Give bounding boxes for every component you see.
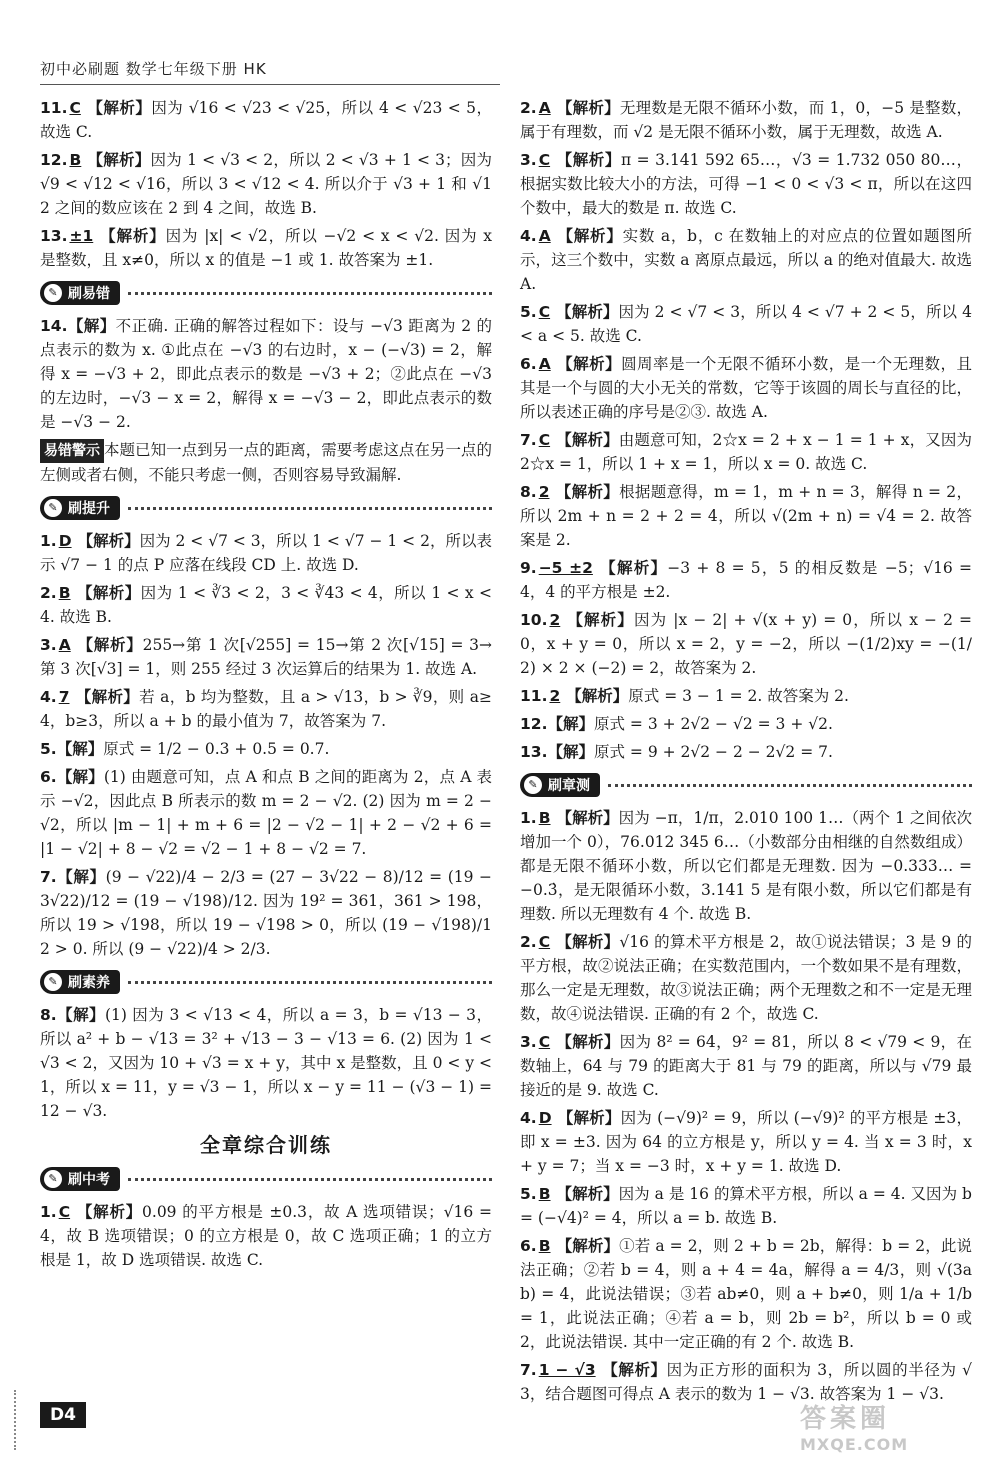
item-text: 因为 2 < √7 < 3，所以 4 < √7 + 2 < 5，所以 4 < a < 5. 故选 C. (520, 303, 972, 345)
item-answer: 2 (549, 687, 561, 705)
item-answer: 7 (58, 688, 70, 706)
item-text: √16 的算术平方根是 2，故①说法错误；3 是 9 的平方根，故②说法正确；在实数范围内，一个数如果不是有理数，那么一定是无理数，故③说法正确；两个无理数之和不一定是无理数，故④说法错误. 正确的有 2 个，故选 C. (520, 933, 972, 1023)
dotted-rule (128, 292, 492, 295)
item-tag: 【解析】 (556, 431, 619, 449)
solution-item (520, 428, 972, 476)
item-answer: A (538, 355, 551, 373)
item-answer: C (69, 99, 81, 117)
item-tag: 【解析】 (556, 227, 623, 245)
item-answer: A (538, 227, 551, 245)
item-tag: 【解析】 (556, 151, 621, 169)
badge-box (40, 1167, 120, 1191)
item-text: 因为 √16 < √23 < √25，所以 4 < √23 < 5，故选 C. (40, 99, 492, 141)
item-text: 实数 a，b，c 在数轴上的对应点的位置如题图所示，这三个数中，实数 a 离原点最远，所以 a 的绝对值最大. 故选 A. (520, 227, 972, 293)
item-number: 6. (520, 355, 537, 373)
item-text: 因为正方形的面积为 3，所以圆的半径为 √3，结合题图可得点 A 表示的数为 1 − √3. 故答案为 1 − √3. (520, 1361, 972, 1403)
watermark-text: 答案圈 (800, 1404, 891, 1434)
item-number: 3. (40, 636, 57, 654)
item-answer: C (538, 151, 551, 169)
page-header: 初中必刷题 数学七年级下册 HK (40, 60, 267, 78)
item-text: 因为 −π，1/π，2.010 100 1…（两个 1 之间依次增加一个 0），76.012 345 6…（小数部分由相继的自然数组成）都是无限不循环小数，所以它们都是无理数. 因为 −0.333… = −0.3̇，是无限循环小数，3.141 5 是有限小数，所以它们都是有理数. 所以无理数有 4 个. 故选 B. (520, 809, 972, 923)
dotted-rule (128, 981, 492, 984)
section-badge-zhangce (520, 770, 972, 800)
item-text: 根据题意得，m = 1，m + n = 3，解得 n = 2，所以 2m + n = 2 + 2 = 4，所以 √(2m + n) = √4 = 2. 故答案是 2. (520, 483, 972, 549)
solution-item (40, 148, 492, 220)
solution-item (40, 529, 492, 577)
badge-box (520, 773, 600, 797)
item-text: 无理数是无限不循环小数，而 1，0，−5 是整数，属于有理数，而 √2 是无限不循环小数，属于无理数，故选 A. (520, 99, 972, 141)
right-column (520, 96, 972, 1410)
solution-item (520, 1030, 972, 1102)
item-tag: 【解析】 (566, 687, 629, 705)
item-number: 4. (520, 1109, 537, 1127)
book-icon: ✎ (44, 499, 62, 517)
item-tag: 【解析】 (556, 933, 620, 951)
item-number: 6. (520, 1237, 537, 1255)
item-tag: 【解析】 (76, 584, 141, 602)
solution-item (520, 1234, 972, 1354)
item-answer: B (538, 1237, 551, 1255)
item-answer: −5 ±2 (538, 559, 593, 577)
item-answer: 1 − √3 (538, 1361, 596, 1379)
item-number: 1. (520, 809, 537, 827)
book-icon: ✎ (524, 776, 542, 794)
item-tag: 【解析】 (75, 688, 140, 706)
solution-item (520, 1106, 972, 1178)
item-tag: 【解】 (56, 1006, 105, 1024)
item-tag: 【解析】 (76, 636, 143, 654)
badge-box (40, 970, 120, 994)
item-number: 8. (40, 1006, 57, 1024)
section-badge-zhongkao (40, 1164, 492, 1194)
item-text: 圆周率是一个无限不循环小数，是一个无理数，且其是一个与圆的大小无关的常数，它等于该圆的周长与直径的比，所以表述正确的序号是②③. 故选 A. (520, 355, 972, 421)
watermark-logo (800, 1398, 970, 1454)
solution-item (40, 1003, 492, 1123)
item-number: 2. (520, 99, 537, 117)
item-number: 5. (520, 1185, 537, 1203)
item-number: 6. (40, 768, 57, 786)
item-text: 由题意可知，2☆x = 2 + x − 1 = 1 + x，又因为 2☆x = 1，所以 1 + x = 1，所以 x = 0. 故选 C. (520, 431, 972, 473)
section-badge-suyang (40, 967, 492, 997)
dotted-rule (608, 784, 972, 787)
item-number: 13. (520, 743, 548, 761)
item-number: 11. (520, 687, 548, 705)
item-tag: 【解】 (56, 740, 104, 758)
item-number: 2. (40, 584, 57, 602)
item-tag: 【解】 (547, 743, 594, 761)
item-number: 7. (520, 1361, 537, 1379)
solution-item (40, 865, 492, 961)
solution-item (520, 96, 972, 144)
item-number: 7. (520, 431, 537, 449)
solution-item (520, 148, 972, 220)
item-text: −3 + 8 = 5，5 的相反数是 −5；√16 = 4，4 的平方根是 ±2. (520, 559, 972, 601)
badge-box (40, 496, 120, 520)
item-answer: D (538, 1109, 552, 1127)
item-text: 原式 = 9 + 2√2 − 2 − 2√2 = 7. (593, 743, 833, 761)
item-text: π = 3.141 592 65…，√3 = 1.732 050 80…，根据实数比较大小的方法，可得 −1 < 0 < √3 < π，所以在这四个数中，最大的数是 π. 故选 C. (520, 151, 972, 217)
item-text: ①若 a = 2，则 2 + b = 2b，解得：b = 2，此说法正确；②若 b = 4，则 a + 4 = 4a，解得 a = 4/3，则 √(3ab) = 4，此说法错误；③若 ab≠0，则 a + b≠0，则 1/a + 1/b = 1，此说法正确；④若 a = b，则 2b = b²，所以 b = 0 或 2，此说法错误. 其中一定正确的有 2 个. 故选 B. (520, 1237, 972, 1351)
item-answer: B (69, 151, 82, 169)
item-tag: 【解析】 (556, 99, 620, 117)
header-rule (40, 84, 500, 85)
item-answer: ±1 (69, 227, 94, 245)
section-badge-yicuo (40, 278, 492, 308)
item-tag: 【解析】 (556, 1033, 620, 1051)
solution-item (40, 765, 492, 861)
badge-box (40, 281, 120, 305)
item-tag: 【解析】 (556, 809, 619, 827)
item-tag: 【解析】 (555, 483, 620, 501)
item-answer: D (58, 532, 72, 550)
solution-item (520, 608, 972, 680)
solution-item (520, 352, 972, 424)
book-icon: ✎ (44, 284, 62, 302)
item-answer: C (58, 1203, 71, 1221)
margin-dots (14, 1390, 16, 1450)
item-answer: 2 (549, 611, 561, 629)
solution-item (520, 930, 972, 1026)
item-number: 3. (520, 151, 537, 169)
item-tag: 【解析】 (99, 227, 166, 245)
item-answer: B (538, 1185, 551, 1203)
item-text: 因为 2 < √7 < 3，所以 1 < √7 − 1 < 2，所以表示 √7 − 1 的点 P 应落在线段 CD 上. 故选 D. (40, 532, 492, 574)
item-text: 原式 = 1/2 − 0.3 + 0.5 = 0.7. (103, 740, 330, 758)
solution-item (40, 737, 492, 761)
item-tag: 【解】 (56, 768, 104, 786)
item-text: 255→第 1 次[√255] = 15→第 2 次[√15] = 3→第 3 次[√3] = 1，则 255 经过 3 次运算后的结果为 1. 故选 A. (40, 636, 492, 678)
item-text: 因为 |x| < √2，所以 −√2 < x < √2. 因为 x 是整数，且 x≠0，所以 x 的值是 −1 或 1. 故答案为 ±1. (40, 227, 492, 269)
item-answer: 2 (538, 483, 550, 501)
page-number: D4 (40, 1402, 86, 1428)
item-number: 3. (520, 1033, 537, 1051)
watermark-url: MXQE.COM (800, 1435, 909, 1454)
book-icon: ✎ (44, 973, 62, 991)
item-text: 因为 (−√9)² = 9，所以 (−√9)² 的平方根是 ±3，即 x = ±3. 因为 64 的立方根是 y，所以 y = 4. 当 x = 3 时，x + y = 7；当 x = −3 时，x + y = 1. 故选 D. (520, 1109, 972, 1175)
solution-item (520, 224, 972, 296)
solution-item (520, 740, 972, 764)
item-number: 1. (40, 532, 57, 550)
item-number: 12. (40, 151, 68, 169)
item-tag: 【解析】 (87, 151, 151, 169)
item-tag: 【解】 (547, 715, 594, 733)
solution-item (520, 806, 972, 926)
item-number: 5. (520, 303, 537, 321)
solution-item (520, 712, 972, 736)
item-tag: 【解】 (67, 317, 116, 335)
item-answer: A (538, 99, 551, 117)
solution-item (520, 1182, 972, 1230)
solution-item (520, 300, 972, 348)
solution-item (40, 581, 492, 629)
solution-item (40, 633, 492, 681)
item-tag: 【解析】 (557, 1109, 621, 1127)
item-text: 不正确. 正确的解答过程如下：设与 −√3 距离为 2 的点表示的数为 x. ①此点在 −√3 的右边时，x − (−√3) = 2，解得 x = −√3 + 2，即此点表示的数是 −√3 + 2；②此点在 −√3 的左边时，−√3 − x = 2，解得 x = −√3 − 2，即此点表示的数是 −√3 − 2. (40, 317, 492, 431)
item-number: 14. (40, 317, 68, 335)
solution-item (520, 480, 972, 552)
item-text: (9 − √22)/4 − 2/3 = (27 − 3√22 − 8)/12 = (19 − 3√22)/12 = (19 − √198)/12. 因为 19² = 361，361 > 198，所以 19 > √198，所以 19 − √198 > 0，所以 (19 − √198)/12 > 0. 所以 (9 − √22)/4 > 2/3. (40, 868, 492, 958)
dotted-rule (128, 507, 492, 510)
item-number: 9. (520, 559, 537, 577)
item-tag: 【解析】 (556, 1237, 620, 1255)
solution-item (40, 96, 492, 144)
item-text: 因为 8² = 64，9² = 81，所以 8 < √79 < 9，在数轴上，64 与 79 的距离大于 81 与 79 的距离，所以与 √79 最接近的是 9. 故选 C. (520, 1033, 972, 1099)
item-text: 因为 1 < √3 < 2，所以 2 < √3 + 1 < 3；因为 √9 < √12 < √16，所以 3 < √12 < 4. 所以介于 √3 + 1 和 √12 之间的数应该在 2 到 4 之间，故选 B. (40, 151, 492, 217)
warning-note (40, 438, 492, 487)
item-number: 12. (520, 715, 548, 733)
item-answer: A (58, 636, 71, 654)
left-column (40, 96, 492, 1276)
item-tag: 【解析】 (601, 1361, 667, 1379)
item-text: 因为 1 < ∛3 < 2，3 < ∛43 < 4，所以 1 < x < 4. 故选 B. (40, 584, 492, 626)
item-answer: B (538, 809, 551, 827)
item-text: 原式 = 3 − 1 = 2. 故答案为 2. (628, 687, 849, 705)
item-text: 因为 |x − 2| + √(x + y) = 0，所以 x − 2 = 0，x + y = 0，所以 x = 2，y = −2，所以 −(1/2)xy = −(1/2) × 2 × (−2) = 2，故答案为 2. (520, 611, 972, 677)
item-tag: 【解析】 (556, 355, 622, 373)
item-number: 4. (520, 227, 537, 245)
item-text: 若 a，b 均为整数，且 a > √13，b > ∛9，则 a≥4，b≥3，所以 a + b 的最小值为 7，故答案为 7. (40, 688, 492, 730)
item-tag: 【解析】 (556, 1185, 619, 1203)
warning-text: 本题已知一点到另一点的距离，需要考虑这点在另一点的左侧或者右侧，不能只考虑一侧，否则容易导致漏解. (40, 441, 492, 484)
item-text: 0.09 的平方根是 ±0.3，故 A 选项错误；√16 = 4，故 B 选项错误；0 的立方根是 0，故 C 选项正确；1 的立方根是 1，故 D 选项错误. 故选 C. (40, 1203, 492, 1269)
badge-label: 刷提升 (68, 501, 110, 517)
item-tag: 【解】 (56, 868, 106, 886)
item-text: (1) 由题意可知，点 A 和点 B 之间的距离为 2，点 A 表示 −√2，因此点 B 所表示的数 m = 2 − √2. (2) 因为 m = 2 − √2，所以 |m − 1| + m + 6 = |2 − √2 − 1| + 2 − √2 + 6 = |1 − √2| + 8 − √2 = √2 − 1 + 8 − √2 = 7. (40, 768, 492, 858)
item-tag: 【解析】 (598, 559, 668, 577)
book-icon: ✎ (44, 1170, 62, 1188)
item-number: 1. (40, 1203, 57, 1221)
badge-label: 刷易错 (68, 286, 110, 302)
item-number: 7. (40, 868, 57, 886)
item-answer: C (538, 933, 551, 951)
badge-label: 刷素养 (68, 975, 110, 991)
solution-item (40, 224, 492, 272)
item-answer: C (538, 1033, 551, 1051)
item-text: 因为 a 是 16 的算术平方根，所以 a = 4. 又因为 b = (−√4)² = 4，所以 a = b. 故选 B. (520, 1185, 972, 1227)
solution-item (520, 556, 972, 604)
item-number: 4. (40, 688, 57, 706)
solution-item (40, 314, 492, 434)
item-answer: C (538, 431, 551, 449)
item-number: 8. (520, 483, 537, 501)
solution-item (520, 684, 972, 708)
dotted-rule (128, 1178, 492, 1181)
item-number: 10. (520, 611, 548, 629)
item-tag: 【解析】 (86, 99, 152, 117)
badge-label: 刷中考 (68, 1172, 110, 1188)
item-tag: 【解析】 (556, 303, 619, 321)
item-tag: 【解析】 (76, 1203, 143, 1221)
badge-label: 刷章测 (548, 778, 590, 794)
item-number: 5. (40, 740, 57, 758)
solution-item (40, 1200, 492, 1272)
chapter-title: 全章综合训练 (200, 1133, 332, 1157)
item-text: (1) 因为 3 < √13 < 4，所以 a = 3，b = √13 − 3，所以 a² + b − √13 = 3² + √13 − 3 − √13 = 6. (2) 因为 1 < √3 < 2，又因为 10 + √3 = x + y，其中 x 是整数，且 0 < y < 1，所以 x = 11，y = √3 − 1，所以 x − y = 11 − (√3 − 1) = 12 − √3. (40, 1006, 492, 1120)
warning-tag: 易错警示 (40, 439, 104, 463)
item-number: 13. (40, 227, 68, 245)
item-text: 原式 = 3 + 2√2 − √2 = 3 + √2. (593, 715, 833, 733)
item-tag: 【解析】 (77, 532, 140, 550)
solution-item (40, 685, 492, 733)
item-number: 2. (520, 933, 537, 951)
item-answer: C (538, 303, 551, 321)
section-badge-tisheng (40, 493, 492, 523)
item-tag: 【解析】 (566, 611, 634, 629)
item-answer: B (58, 584, 71, 602)
item-number: 11. (40, 99, 68, 117)
